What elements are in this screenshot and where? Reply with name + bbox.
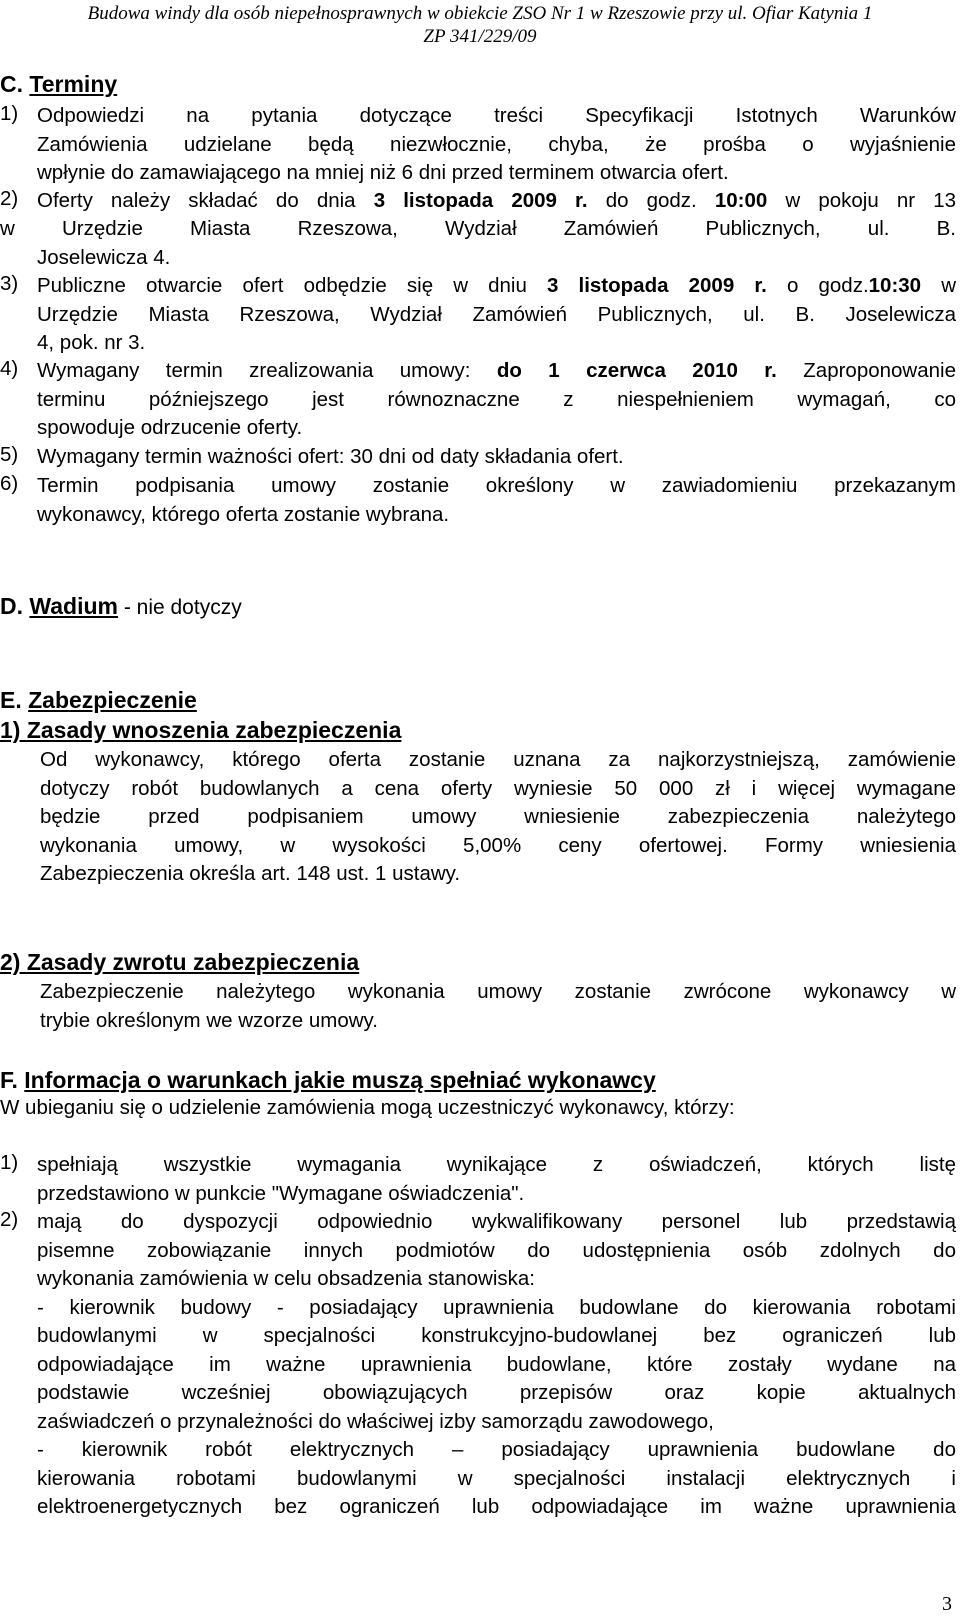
section-d-title: Wadium [29,593,118,619]
section-d-note: - nie dotyczy [117,596,242,619]
paragraph-line: wykonania umowy, w wysokości 5,00% ceny ofertowej. Formy wniesienia [40,833,956,857]
item-number: 4) [0,357,19,380]
item-line: przedstawiono w punkcie "Wymagane oświadczenia". [37,1181,525,1205]
item-line: spowoduje odrzucenie oferty. [37,416,303,439]
item-line: Wymagany termin ważności ofert: 30 dni od daty składania ofert. [37,445,624,468]
paragraph-line: trybie określonym we wzorze umowy. [40,1008,378,1032]
section-d-letter: D. [0,593,23,619]
page-number: 3 [942,1593,952,1615]
submission-time: 10:00 [714,189,768,212]
item-line: Termin podpisania umowy zostanie określony w zawiadomieniu przekazanym [37,474,956,497]
item-line: wykonawcy, którego oferta zostanie wybrana. [37,502,450,526]
section-c-heading [0,70,117,98]
item-line: wpłynie do zamawiającego na mniej niż 6 dni przed terminem otwarcia ofert. [37,161,729,184]
item-line: zaświadczeń o przynależności do właściwej izby samorządu zawodowego, [37,1409,714,1433]
opening-time: 10:30 [868,274,922,297]
item-line: Oferty należy składać do dnia 3 listopada 2009 r. do godz. 10:00 w pokoju nr 13 [37,189,957,212]
opening-date: 3 listopada 2009 r. [547,274,767,297]
paragraph-line: dotyczy robót budowlanych a cena oferty wyniesie 50 000 zł i więcej wymagane [40,776,956,800]
header-reference: ZP 341/229/09 [423,26,537,47]
security-rules-paragraph [40,746,956,889]
section-f-title: Informacja o warunkach jakie muszą spełniać wykonawcy [24,1067,656,1093]
item-line: 4, pok. nr 3. [37,331,146,354]
item-number: 1) [0,102,19,125]
completion-deadline: do 1 czerwca 2010 r. [496,359,777,382]
item-number: 2) [0,1208,19,1231]
item-line: budowlanymi w specjalności konstrukcyjno-budowlanej bez ograniczeń lub [37,1324,956,1347]
item-line: kierowania robotami budowlanymi w specjalności instalacji elektrycznych i [37,1466,956,1490]
terms-item-2-continued [0,215,956,272]
section-c-title: Terminy [29,71,118,97]
section-e-heading [0,686,197,714]
item-line: terminu późniejszego jest równoznaczne z niespełnieniem wymagań, co [37,387,956,411]
item-line: Publiczne otwarcie ofert odbędzie się w dniu 3 listopada 2009 r. o godz.10:30 w [37,274,957,297]
security-rules-heading: 1) Zasady wnoszenia zabezpieczenia [0,717,402,743]
page-header [0,0,960,48]
header-title: Budowa windy dla osób niepełnosprawnych w obiekcie ZSO Nr 1 w Rzeszowie przy ul. Ofiar Katynia 1 [87,3,873,24]
item-line: - kierownik robót elektrycznych – posiadający uprawnienia budowlane do [37,1438,956,1461]
security-return-heading: 2) Zasady zwrotu zabezpieczenia [0,949,360,975]
item-number: 6) [0,472,19,495]
item-number: 2) [0,187,19,210]
item-line: spełniają wszystkie wymagania wynikające z oświadczeń, których listę [37,1153,956,1176]
contractor-intro: W ubieganiu się o udzielenie zamówienia mogą uczestniczyć wykonawcy, którzy: [0,1096,735,1119]
item-line: elektroenergetycznych bez ograniczeń lub odpowiadające im ważne uprawnienia [37,1495,956,1518]
section-e-letter: E. [0,687,22,713]
item-line: Wymagany termin zrealizowania umowy: do 1 czerwca 2010 r. Zaproponowanie [37,359,956,382]
section-f-letter: F. [0,1067,18,1093]
section-c-letter: C. [0,71,23,97]
security-return-paragraph [40,978,956,1035]
item-line: w Urzędzie Miasta Rzeszowa, Wydział Zamówień Publicznych, ul. B. [0,217,956,240]
submission-date: 3 listopada 2009 r. [373,189,588,212]
section-f-heading [0,1066,656,1094]
section-e-title: Zabezpieczenie [28,687,197,713]
item-number: 5) [0,443,19,466]
item-line: odpowiadające im ważne uprawnienia budowlane, które zostały wydane na [37,1352,956,1376]
item-line: mają do dyspozycji odpowiednio wykwalifikowany personel lub przedstawią [37,1210,956,1233]
item-line: Joselewicza 4. [37,245,171,269]
item-number: 3) [0,272,19,295]
item-line: Odpowiedzi na pytania dotyczące treści Specyfikacji Istotnych Warunków [37,104,956,127]
section-d-heading [0,592,242,622]
paragraph-line: Od wykonawcy, którego oferta zostanie uznana za najkorzystniejszą, zamówienie [40,748,956,771]
item-line: Urzędzie Miasta Rzeszowa, Wydział Zamówień Publicznych, ul. B. Joselewicza [37,302,956,326]
item-line: - kierownik budowy - posiadający uprawnienia budowlane do kierowania robotami [37,1295,956,1319]
item-line: podstawie wcześniej obowiązujących przepisów oraz kopie aktualnych [37,1381,956,1404]
item-line: Zamówienia udzielane będą niezwłocznie, chyba, że prośba o wyjaśnienie [37,132,956,156]
paragraph-line: Zabezpieczenia określa art. 148 ust. 1 ustawy. [40,862,461,885]
paragraph-line: będzie przed podpisaniem umowy wniesienie zabezpieczenia należytego [40,805,956,828]
item-line: wykonania zamówienia w celu obsadzenia stanowiska: [37,1267,535,1290]
paragraph-line: Zabezpieczenie należytego wykonania umowy zostanie zwrócone wykonawcy w [40,980,956,1003]
item-number: 1) [0,1151,19,1174]
item-line: pisemne zobowiązanie innych podmiotów do udostępnienia osób zdolnych do [37,1238,956,1262]
